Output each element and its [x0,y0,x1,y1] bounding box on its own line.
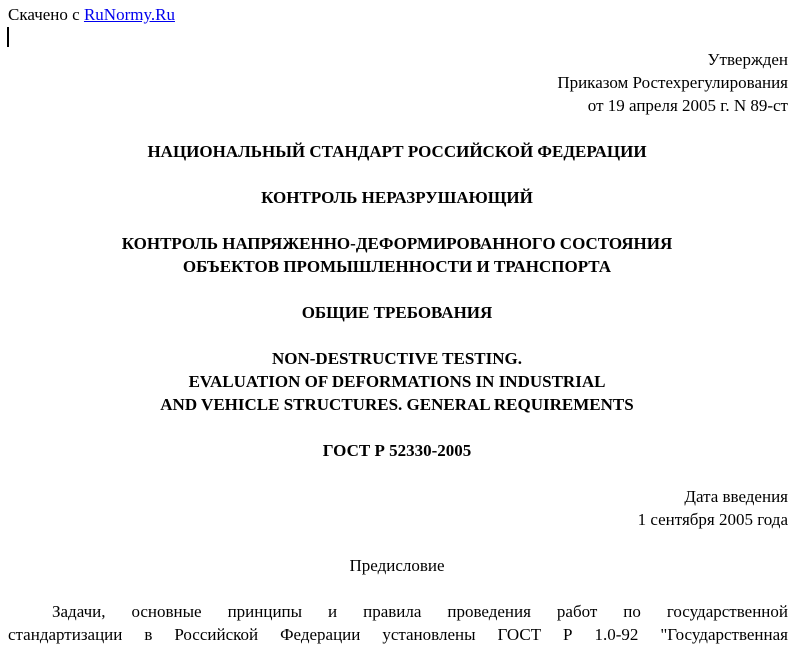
foreword-heading: Предисловие [349,556,445,575]
runormy-link[interactable]: RuNormy.Ru [83,5,175,24]
foreword-paragraph-line-1: Задачи, основные принципы и правила проведения работ по государственной [52,602,788,621]
standard-code: ГОСТ Р 52330-2005 [322,441,472,460]
standard-title: НАЦИОНАЛЬНЫЙ СТАНДАРТ РОССИЙСКОЙ ФЕДЕРАЦИИ [147,142,647,161]
approval-line-1: Утвержден [707,50,788,69]
subject-title: КОНТРОЛЬ НЕРАЗРУШАЮЩИЙ [261,188,533,207]
effective-date-label: Дата введения [684,487,788,506]
topic-title-line-2: ОБЪЕКТОВ ПРОМЫШЛЕННОСТИ И ТРАНСПОРТА [182,257,612,276]
english-title-line-1: NON-DESTRUCTIVE TESTING. [271,349,523,368]
text-cursor [7,27,9,47]
source-prefix: Скачено с [8,5,84,24]
requirements-title: ОБЩИЕ ТРЕБОВАНИЯ [301,303,493,322]
foreword-paragraph-line-2: стандартизации в Российской Федерации установлены ГОСТ Р 1.0-92 "Государственная [8,625,788,644]
english-title-line-3: AND VEHICLE STRUCTURES. GENERAL REQUIREMENTS [160,395,634,414]
approval-line-2: Приказом Ростехрегулирования [557,73,788,92]
source-line [8,3,175,26]
english-title-line-2: EVALUATION OF DEFORMATIONS IN INDUSTRIAL [188,372,606,391]
effective-date-value: 1 сентября 2005 года [637,510,788,529]
approval-line-3: от 19 апреля 2005 г. N 89-ст [587,96,788,115]
topic-title-line-1: КОНТРОЛЬ НАПРЯЖЕННО-ДЕФОРМИРОВАННОГО СОСТОЯНИЯ [121,234,673,253]
